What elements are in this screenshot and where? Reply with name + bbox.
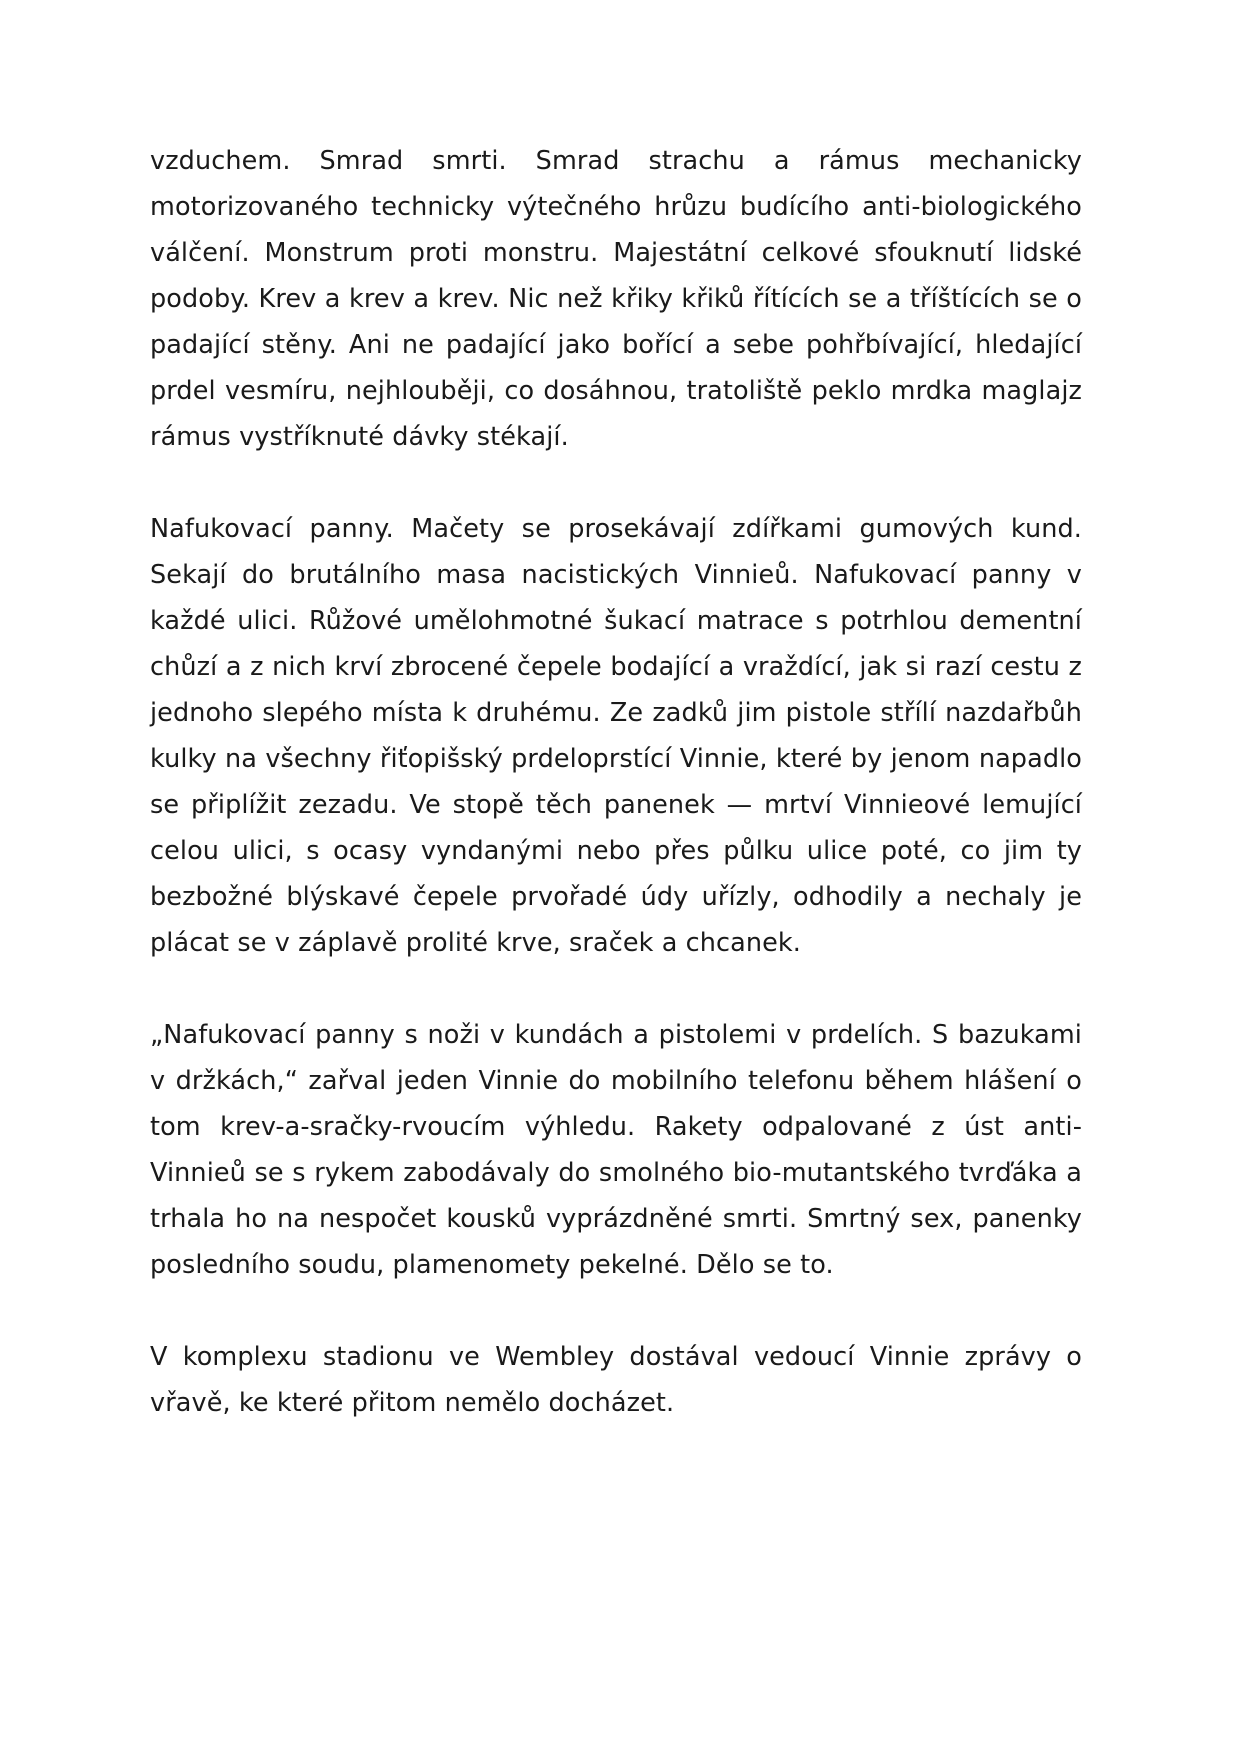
paragraph: Nafukovací panny. Mačety se prosekávají zdířkami gumových kund. Sekají do brutálního masa nacistických Vinnieů. Nafukovací panny v každé ulici. Růžové umělohmotné šukací matrace s potrhlou dementní chůzí a z nich krví zbrocené čepele bodající a vraždící, jak si razí cestu z jednoho slepého místa k druhému. Ze zadků jim pistole střílí nazdařbůh kulky na všechny řiťopišský prdeloprstící Vinnie, které by jenom napadlo se připlížit zezadu. Ve stopě těch panenek — mrtví Vinnieové lemující celou ulici, s ocasy vyndanými nebo přes půlku ulice poté, co jim ty bezbožné blýskavé čepele prvořadé údy uřízly, odhodily a nechaly je plácat se v záplavě prolité krve, sraček a chcanek.	[150, 514, 1082, 958]
paragraph: V komplexu stadionu ve Wembley dostával vedoucí Vinnie zprávy o vřavě, ke které přitom nemělo docházet.	[150, 1342, 1082, 1418]
paragraph: „Nafukovací panny s noži v kundách a pistolemi v prdelích. S bazukami v držkách,“ zařval jeden Vinnie do mobilního telefonu během hlášení o tom krev-a-sračky-rvoucím výhledu. Rakety odpalované z úst anti-Vinnieů se s rykem zabodávaly do smolného bio-mutantského tvrďáka a trhala ho na nespočet kousků vyprázdněné smrti. Smrtný sex, panenky posledního soudu, plamenomety pekelné. Dělo se to.	[150, 1020, 1082, 1280]
paragraph: vzduchem. Smrad smrti. Smrad strachu a rámus mechanicky motorizovaného technicky výtečného hrůzu budícího anti-biologického válčení. Monstrum proti monstru. Majestátní celkové sfouknutí lidské podoby. Krev a krev a krev. Nic než křiky křiků řítících se a tříštících se o padající stěny. Ani ne padající jako bořící a sebe pohřbívající, hledající prdel vesmíru, nejhlouběji, co dosáhnou, tratoliště peklo mrdka maglajz rámus vystříknuté dávky stékají.	[150, 146, 1082, 452]
body-text	[150, 138, 1082, 1426]
